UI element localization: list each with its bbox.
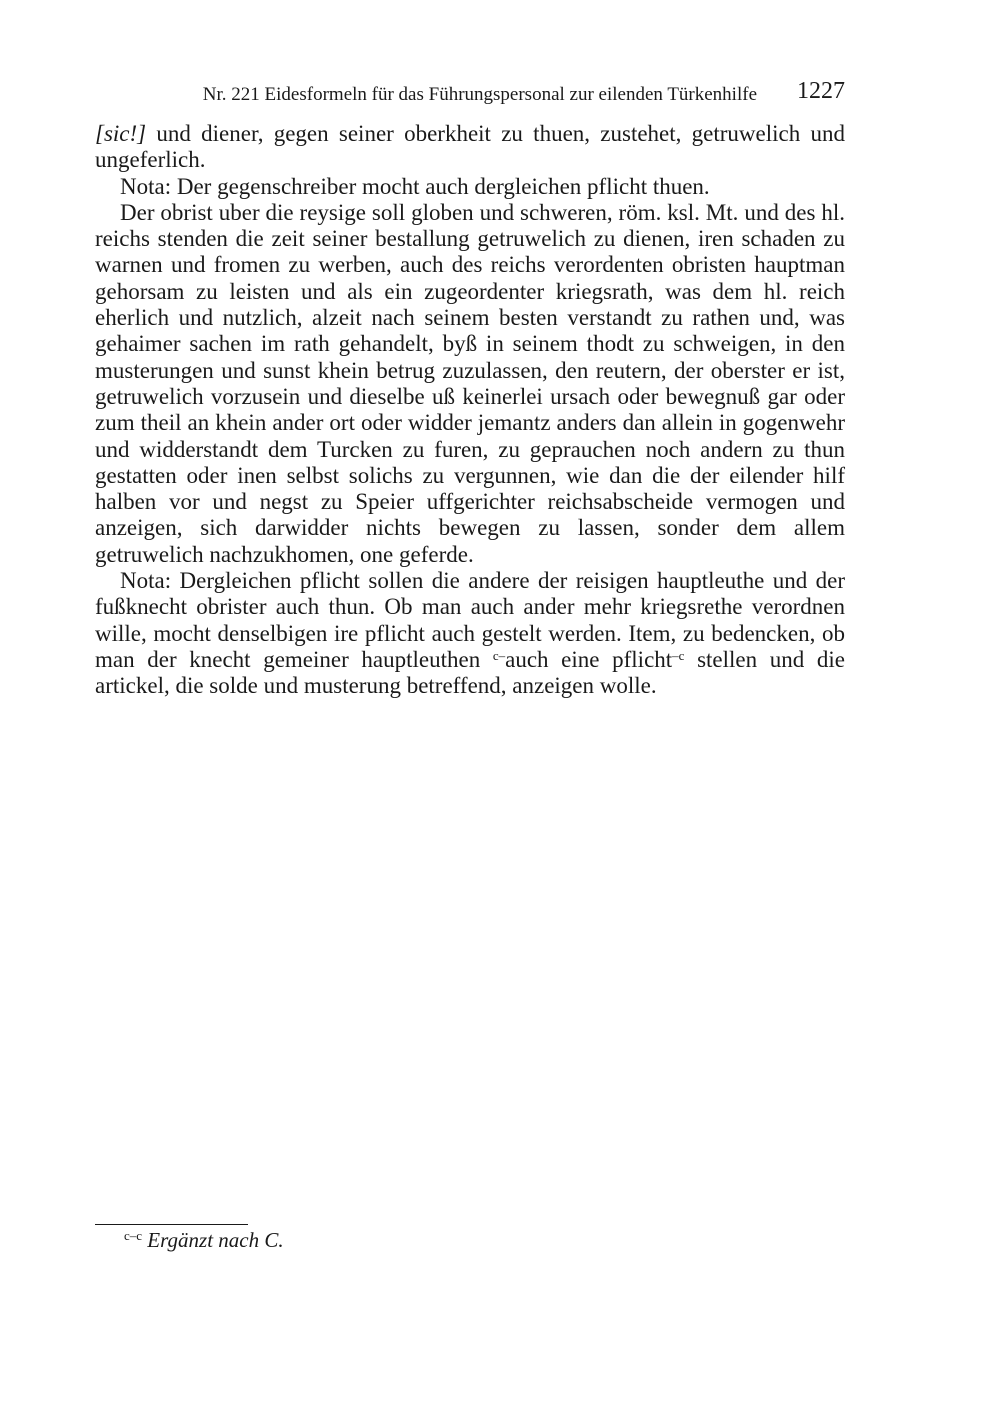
running-title: Nr. 221 Eidesformeln für das Führungspersonal zur eilenden Türkenhilfe (202, 84, 757, 105)
paragraph-continuation-text: und diener, gegen seiner oberkheit zu thuen, zustehet, getruwelich und ungeferlich. (95, 121, 845, 173)
paragraph-oath-obrist: Der obrist uber die reysige soll globen und schweren, röm. ksl. Mt. und des hl. reichs stenden die zeit seiner bestallung getruwelich zu dienen, iren schaden zu warnen und fromen zu werben, auch des reichs verordenten obristen hauptman gehorsam zu leisten und als ein zugeordenter kriegsrath, was dem hl. reich eherlich und nutzlich, alzeit nach seinem besten verstandt zu rathen und, was gehaimer sachen im rath gehandelt, byß in seinem thodt zu schweigen, in den musterungen und sunst khein betrug zuzulassen, den reutern, der oberster er ist, getruwelich vorzusein und dieselbe uß keinerlei ursach oder bewegnuß gar oder zum theil an khein ander ort oder widder jemantz anders dan allein in gogenwehr und widderstandt dem Turcken zu furen, zu geprauchen noch andern zu thun gestatten oder inen selbst solichs zu vergunnen, wie dan die der eilender hilf halben vor und negst zu Speier uffgerichter reichsabscheide vermogen und anzeigen, sich darwidder nichts bewegen zu lassen, sonder dem allem getruwelich nachzukhomen, one geferde. (95, 199, 845, 567)
paragraph-nota-text-after: stellen und die artickel, die solde und musterung betreffend, anzeigen wolle. (95, 646, 846, 699)
footnote-mark-open[interactable]: c– (492, 647, 506, 663)
sic-annotation: [sic!] (95, 121, 147, 146)
page-number: 1227 (797, 78, 845, 104)
paragraph-continuation (95, 121, 845, 174)
footnote-text: Ergänzt nach C. (147, 1228, 284, 1252)
footnote-divider (95, 1224, 248, 1225)
main-text (95, 121, 845, 700)
footnote-mark-close[interactable]: –c (672, 647, 685, 663)
paragraph-nota-text-before: Nota: Dergleichen pflicht sollen die andere der reisigen hauptleuthe und der fußknecht obrister auch thun. Ob man auch ander mehr kriegsrethe verordnen wille, mocht denselbigen ire pflicht auch gestelt werden. Item, zu bedencken, ob man der knecht gemeiner hauptleuthen (95, 568, 845, 672)
footnote-mark: c–c (124, 1228, 143, 1243)
paragraph-nota-hauptleuthe (95, 568, 845, 699)
running-header (95, 78, 845, 108)
footnote-inserted-text: auch eine pflicht (505, 646, 673, 672)
footnote (124, 1226, 284, 1254)
paragraph-nota-gegenschreiber: Nota: Der gegenschreiber mocht auch dergleichen pflicht thuen. (120, 173, 710, 199)
